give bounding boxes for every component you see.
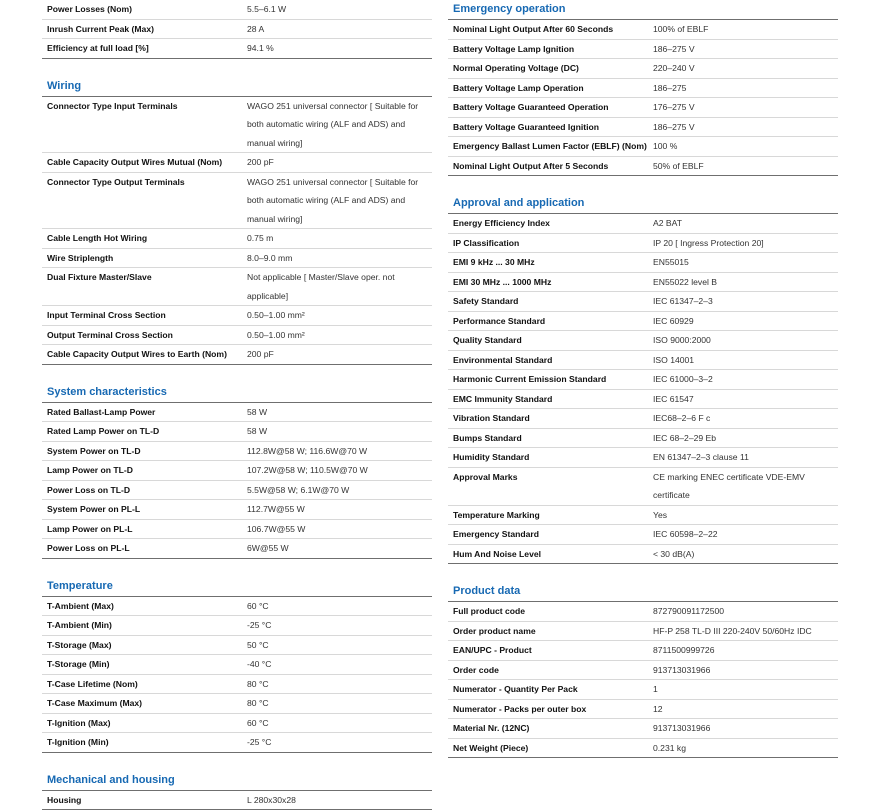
spec-row [448, 525, 838, 545]
spec-row [448, 98, 838, 118]
spec-row [42, 306, 432, 326]
spec-value: 100% of EBLF [651, 20, 838, 39]
spec-value: 12 [651, 700, 838, 719]
spec-value: 0.231 kg [651, 739, 838, 758]
spec-label: Numerator - Packs per outer box [448, 700, 651, 719]
spec-label: Humidity Standard [448, 448, 651, 467]
spec-value: IEC68–2–6 F c [651, 409, 838, 428]
spec-row [448, 253, 838, 273]
spec-label: System Power on TL-D [42, 442, 245, 461]
spec-row [448, 409, 838, 429]
spec-value: 186–275 V [651, 40, 838, 59]
spec-value: 80 °C [245, 694, 432, 713]
spec-value: 200 pF [245, 153, 432, 172]
spec-row [448, 118, 838, 138]
spec-value: 1 [651, 680, 838, 699]
spec-row [448, 273, 838, 293]
spec-row [448, 719, 838, 739]
spec-label: Material Nr. (12NC) [448, 719, 651, 738]
spec-label: Input Terminal Cross Section [42, 306, 245, 325]
spec-row [42, 39, 432, 59]
spec-label: Net Weight (Piece) [448, 739, 651, 758]
spec-label: Energy Efficiency Index [448, 214, 651, 233]
spec-label: Nominal Light Output After 5 Seconds [448, 157, 651, 176]
spec-label: Emergency Ballast Lumen Factor (EBLF) (Nom) [448, 137, 651, 156]
spec-label: Rated Lamp Power on TL-D [42, 422, 245, 441]
section-emergency-operation [448, 0, 838, 176]
spec-label: Power Loss on TL-D [42, 481, 245, 500]
spec-label: Lamp Power on TL-D [42, 461, 245, 480]
spec-value: 60 °C [245, 597, 432, 616]
spec-row [448, 641, 838, 661]
spec-value: 186–275 [651, 79, 838, 98]
spec-label: Environmental Standard [448, 351, 651, 370]
spec-row [42, 675, 432, 695]
spec-label: Wire Striplength [42, 249, 245, 268]
spec-value: EN 61347–2–3 clause 11 [651, 448, 838, 467]
spec-value: -40 °C [245, 655, 432, 674]
spec-value: 0.50–1.00 mm² [245, 326, 432, 345]
spec-row [448, 602, 838, 622]
spec-label: Temperature Marking [448, 506, 651, 525]
spec-value: 58 W [245, 403, 432, 422]
spec-value: 112.7W@55 W [245, 500, 432, 519]
spec-row [448, 234, 838, 254]
spec-value: 872790091172500 [651, 602, 838, 621]
spec-row [448, 680, 838, 700]
spec-label: Battery Voltage Guaranteed Ignition [448, 118, 651, 137]
spec-label: Normal Operating Voltage (DC) [448, 59, 651, 78]
spec-label: T-Ambient (Min) [42, 616, 245, 635]
spec-row [448, 545, 838, 565]
spec-label: Efficiency at full load [%] [42, 39, 245, 58]
spec-value: 100 % [651, 137, 838, 156]
spec-value: 200 pF [245, 345, 432, 364]
spec-label: T-Storage (Max) [42, 636, 245, 655]
spec-label: Inrush Current Peak (Max) [42, 20, 245, 39]
spec-label: Cable Length Hot Wiring [42, 229, 245, 248]
spec-label: EMI 30 MHz ... 1000 MHz [448, 273, 651, 292]
spec-value: Not applicable [ Master/Slave oper. not applicable] [245, 268, 432, 305]
spec-value: IEC 61347–2–3 [651, 292, 838, 311]
spec-row [42, 539, 432, 559]
spec-row [42, 403, 432, 423]
spec-label: T-Ignition (Max) [42, 714, 245, 733]
spec-label: Battery Voltage Lamp Operation [448, 79, 651, 98]
spec-row [42, 442, 432, 462]
spec-row [42, 481, 432, 501]
spec-label: Order code [448, 661, 651, 680]
spec-label: Hum And Noise Level [448, 545, 651, 564]
spec-value: -25 °C [245, 733, 432, 752]
section-system-characteristics [42, 383, 432, 559]
spec-value: IEC 60929 [651, 312, 838, 331]
spec-value: CE marking ENEC certificate VDE-EMV certificate [651, 468, 838, 505]
spec-column-left [42, 0, 432, 810]
spec-row [42, 791, 432, 810]
spec-row [42, 422, 432, 442]
spec-label: Nominal Light Output After 60 Seconds [448, 20, 651, 39]
spec-value: 28 A [245, 20, 432, 39]
spec-label: T-Case Maximum (Max) [42, 694, 245, 713]
spec-row [42, 520, 432, 540]
section-temperature [42, 577, 432, 753]
spec-label: Connector Type Output Terminals [42, 173, 245, 229]
spec-label: Bumps Standard [448, 429, 651, 448]
spec-label: Rated Ballast-Lamp Power [42, 403, 245, 422]
spec-value: Yes [651, 506, 838, 525]
spec-value: 107.2W@58 W; 110.5W@70 W [245, 461, 432, 480]
spec-value: -25 °C [245, 616, 432, 635]
spec-label: Safety Standard [448, 292, 651, 311]
spec-value: 106.7W@55 W [245, 520, 432, 539]
spec-value: WAGO 251 universal connector [ Suitable for both automatic wiring (ALF and ADS) and manual wiring] [245, 173, 432, 229]
spec-row [448, 292, 838, 312]
spec-row [448, 739, 838, 759]
spec-value: 58 W [245, 422, 432, 441]
spec-row [42, 636, 432, 656]
spec-value: HF-P 258 TL-D III 220-240V 50/60Hz IDC [651, 622, 838, 641]
section-title: Mechanical and housing [42, 771, 432, 791]
spec-row [42, 655, 432, 675]
spec-value: L 280x30x28 [245, 791, 432, 810]
spec-row [42, 461, 432, 481]
spec-value: 186–275 V [651, 118, 838, 137]
spec-value: 80 °C [245, 675, 432, 694]
spec-value: IEC 61547 [651, 390, 838, 409]
spec-value: 220–240 V [651, 59, 838, 78]
section-wiring [42, 77, 432, 365]
spec-value: WAGO 251 universal connector [ Suitable for both automatic wiring (ALF and ADS) and manual wiring] [245, 97, 432, 153]
spec-row [448, 661, 838, 681]
spec-label: EMC Immunity Standard [448, 390, 651, 409]
spec-row [448, 312, 838, 332]
spec-label: Cable Capacity Output Wires to Earth (Nom) [42, 345, 245, 364]
spec-label: T-Storage (Min) [42, 655, 245, 674]
spec-value: A2 BAT [651, 214, 838, 233]
spec-row [42, 229, 432, 249]
spec-value: 6W@55 W [245, 539, 432, 558]
spec-row [42, 714, 432, 734]
spec-row [448, 214, 838, 234]
spec-row [42, 500, 432, 520]
spec-value: 112.8W@58 W; 116.6W@70 W [245, 442, 432, 461]
spec-row [42, 20, 432, 40]
spec-value: 94.1 % [245, 39, 432, 58]
spec-row [448, 700, 838, 720]
section-product-data [448, 582, 838, 758]
spec-label: Quality Standard [448, 331, 651, 350]
spec-label: Battery Voltage Guaranteed Operation [448, 98, 651, 117]
spec-row [448, 506, 838, 526]
spec-value: < 30 dB(A) [651, 545, 838, 564]
spec-row [448, 59, 838, 79]
spec-value: ISO 14001 [651, 351, 838, 370]
spec-label: EAN/UPC - Product [448, 641, 651, 660]
spec-label: Housing [42, 791, 245, 810]
spec-value: 176–275 V [651, 98, 838, 117]
spec-label: IP Classification [448, 234, 651, 253]
spec-label: Cable Capacity Output Wires Mutual (Nom) [42, 153, 245, 172]
section-title: Product data [448, 582, 838, 602]
spec-value: EN55015 [651, 253, 838, 272]
spec-row [42, 0, 432, 20]
spec-value: 5.5–6.1 W [245, 0, 432, 19]
section-title: Approval and application [448, 194, 838, 214]
spec-label: Order product name [448, 622, 651, 641]
spec-label: Connector Type Input Terminals [42, 97, 245, 153]
spec-column-right [448, 0, 838, 758]
section-approval-and-application [448, 194, 838, 564]
spec-value: EN55022 level B [651, 273, 838, 292]
spec-row [448, 448, 838, 468]
spec-label: Dual Fixture Master/Slave [42, 268, 245, 305]
spec-label: T-Ignition (Min) [42, 733, 245, 752]
spec-value: 0.50–1.00 mm² [245, 306, 432, 325]
spec-value: IEC 68–2–29 Eb [651, 429, 838, 448]
spec-row [448, 137, 838, 157]
spec-value: 50% of EBLF [651, 157, 838, 176]
spec-label: Harmonic Current Emission Standard [448, 370, 651, 389]
spec-row [42, 249, 432, 269]
spec-value: IEC 61000–3–2 [651, 370, 838, 389]
spec-label: T-Case Lifetime (Nom) [42, 675, 245, 694]
spec-row [448, 20, 838, 40]
spec-value: 913713031966 [651, 661, 838, 680]
spec-row [42, 326, 432, 346]
spec-row [448, 390, 838, 410]
spec-row [42, 694, 432, 714]
section-title: System characteristics [42, 383, 432, 403]
spec-label: Approval Marks [448, 468, 651, 505]
spec-value: 8711500999726 [651, 641, 838, 660]
section-mechanical-and-housing [42, 771, 432, 810]
spec-value: IEC 60598–2–22 [651, 525, 838, 544]
spec-label: Emergency Standard [448, 525, 651, 544]
spec-row [448, 468, 838, 506]
spec-label: System Power on PL-L [42, 500, 245, 519]
spec-row [448, 40, 838, 60]
spec-value: 5.5W@58 W; 6.1W@70 W [245, 481, 432, 500]
spec-row [42, 616, 432, 636]
spec-value: 60 °C [245, 714, 432, 733]
spec-row [448, 79, 838, 99]
spec-row [42, 173, 432, 230]
spec-row [448, 157, 838, 177]
spec-label: Power Loss on PL-L [42, 539, 245, 558]
spec-label: Battery Voltage Lamp Ignition [448, 40, 651, 59]
spec-label: Vibration Standard [448, 409, 651, 428]
spec-value: 8.0–9.0 mm [245, 249, 432, 268]
section-title: Temperature [42, 577, 432, 597]
spec-label: Numerator - Quantity Per Pack [448, 680, 651, 699]
spec-value: 913713031966 [651, 719, 838, 738]
spec-value: 50 °C [245, 636, 432, 655]
spec-row [42, 597, 432, 617]
spec-row [448, 429, 838, 449]
spec-value: IP 20 [ Ingress Protection 20] [651, 234, 838, 253]
spec-row [42, 268, 432, 306]
spec-row [42, 345, 432, 365]
spec-label: Lamp Power on PL-L [42, 520, 245, 539]
section-general [42, 0, 432, 59]
section-title: Wiring [42, 77, 432, 97]
spec-label: Performance Standard [448, 312, 651, 331]
spec-label: EMI 9 kHz ... 30 MHz [448, 253, 651, 272]
spec-row [42, 153, 432, 173]
spec-value: ISO 9000:2000 [651, 331, 838, 350]
spec-row [448, 622, 838, 642]
spec-row [42, 733, 432, 753]
spec-row [42, 97, 432, 154]
spec-label: Power Losses (Nom) [42, 0, 245, 19]
spec-value: 0.75 m [245, 229, 432, 248]
spec-label: Output Terminal Cross Section [42, 326, 245, 345]
spec-row [448, 370, 838, 390]
spec-label: T-Ambient (Max) [42, 597, 245, 616]
section-title: Emergency operation [448, 0, 838, 20]
spec-label: Full product code [448, 602, 651, 621]
spec-row [448, 351, 838, 371]
spec-row [448, 331, 838, 351]
